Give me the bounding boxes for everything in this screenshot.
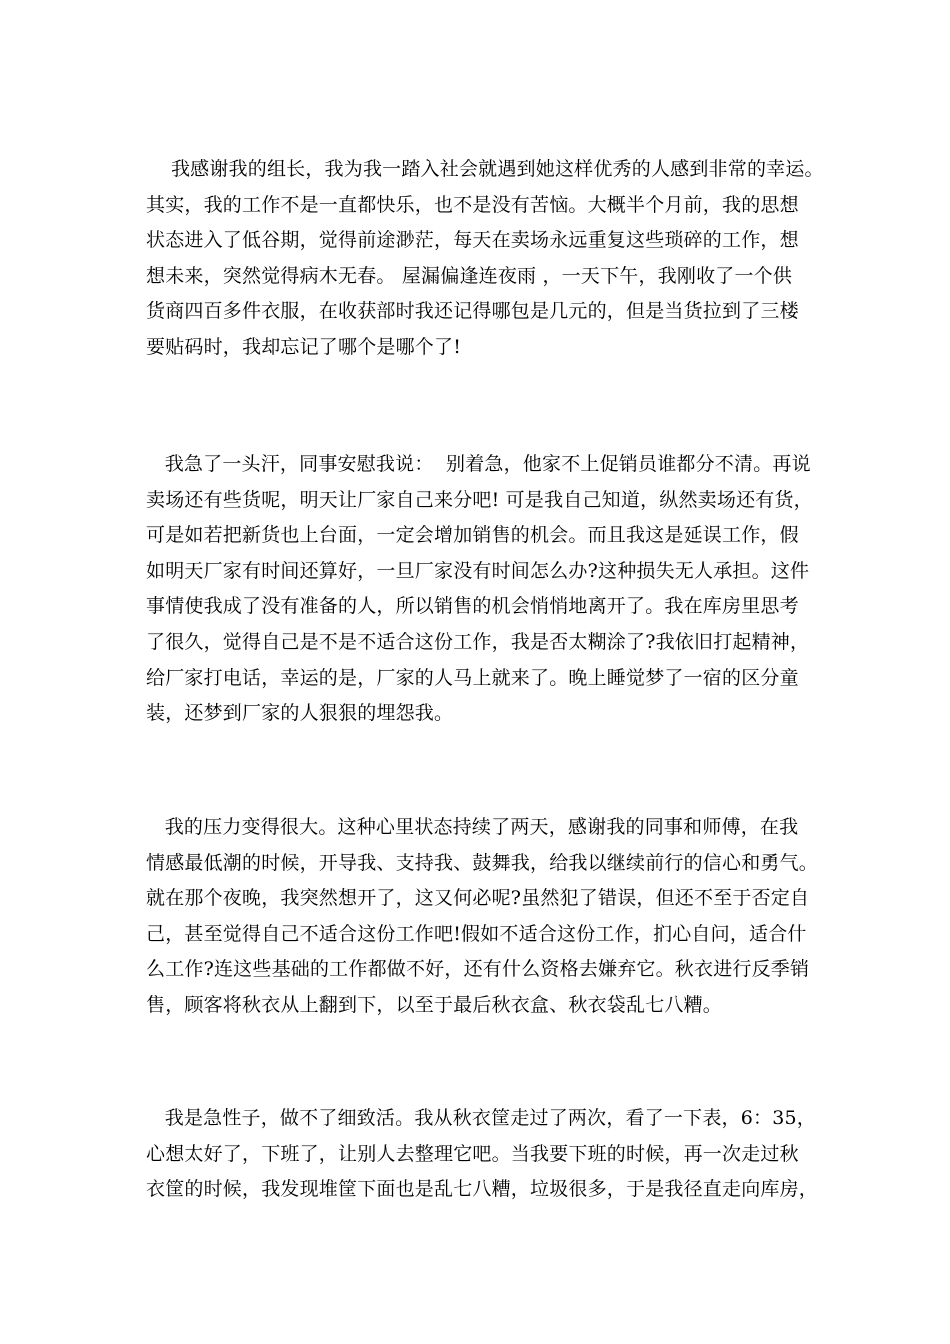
text-line: 事情使我成了没有准备的人，所以销售的机会悄悄地离开了。我在库房里思考 xyxy=(146,595,799,618)
text-line: 要贴码时，我却忘记了哪个是哪个了! xyxy=(146,335,462,358)
text-line: 卖场还有些货呢，明天让厂家自己来分吧! 可是我自己知道，纵然卖场还有货， xyxy=(146,488,813,511)
text-line: 了很久，觉得自己是不是不适合这份工作，我是否太糊涂了?我依旧打起精神， xyxy=(146,630,810,653)
text-line: 给厂家打电话，幸运的是，厂家的人马上就来了。晚上睡觉梦了一宿的区分童 xyxy=(146,666,799,689)
text-line: 状态进入了低谷期，觉得前途渺茫，每天在卖场永远重复这些琐碎的工作，想 xyxy=(146,229,799,252)
text-line: 其实，我的工作不是一直都快乐，也不是没有苦恼。大概半个月前，我的思想 xyxy=(146,193,799,216)
text-line: 我的压力变得很大。这种心里状态持续了两天，感谢我的同事和师傅，在我 xyxy=(146,816,799,838)
text-line: 我急了一头汗，同事安慰我说： 别着急，他家不上促销员谁都分不清。再说 xyxy=(146,453,811,475)
text-line: 己，甚至觉得自己不适合这份工作吧!假如不适合这份工作，扪心自问，适合什 xyxy=(146,922,807,945)
text-line: 情感最低潮的时候，开导我、支持我、鼓舞我，给我以继续前行的信心和勇气。 xyxy=(146,851,819,874)
paragraph-2 xyxy=(146,447,826,732)
text-line: 如明天厂家有时间还算好，一旦厂家没有时间怎么办?这种损失无人承担。这件 xyxy=(146,559,810,582)
text-line: 想未来，突然觉得病木无春。 屋漏偏逢连夜雨 ，一天下午，我刚收了一个供 xyxy=(146,264,793,287)
text-line: 货商四百多件衣服，在收获部时我还记得哪包是几元的，但是当货拉到了三楼 xyxy=(146,300,799,323)
paragraph-3 xyxy=(146,810,826,1024)
text-line: 就在那个夜晚，我突然想开了，这又何必呢?虽然犯了错误，但还不至于否定自 xyxy=(146,887,810,910)
text-line: 衣筐的时候，我发现堆筐下面也是乱七八糟，垃圾很多，于是我径直走向库房， xyxy=(146,1178,819,1201)
text-line: 么工作?连这些基础的工作都做不好，还有什么资格去嫌弃它。秋衣进行反季销 xyxy=(146,958,810,981)
text-line: 心想太好了，下班了，让别人去整理它吧。当我要下班的时候，再一次走过秋 xyxy=(146,1142,799,1165)
text-line: 我是急性子，做不了细致活。我从秋衣筐走过了两次，看了一下表，6：35， xyxy=(146,1107,816,1129)
text-line: 售，顾客将秋衣从上翻到下，以至于最后秋衣盒、秋衣袋乱七八糟。 xyxy=(146,993,723,1016)
paragraph-1 xyxy=(146,152,826,366)
text-line: 可是如若把新货也上台面，一定会增加销售的机会。而且我这是延误工作，假 xyxy=(146,524,799,547)
text-line: 我感谢我的组长，我为我一踏入社会就遇到她这样优秀的人感到非常的幸运。 xyxy=(146,158,824,180)
text-line: 装，还梦到厂家的人狠狠的埋怨我。 xyxy=(146,702,454,725)
paragraph-4 xyxy=(146,1101,826,1208)
